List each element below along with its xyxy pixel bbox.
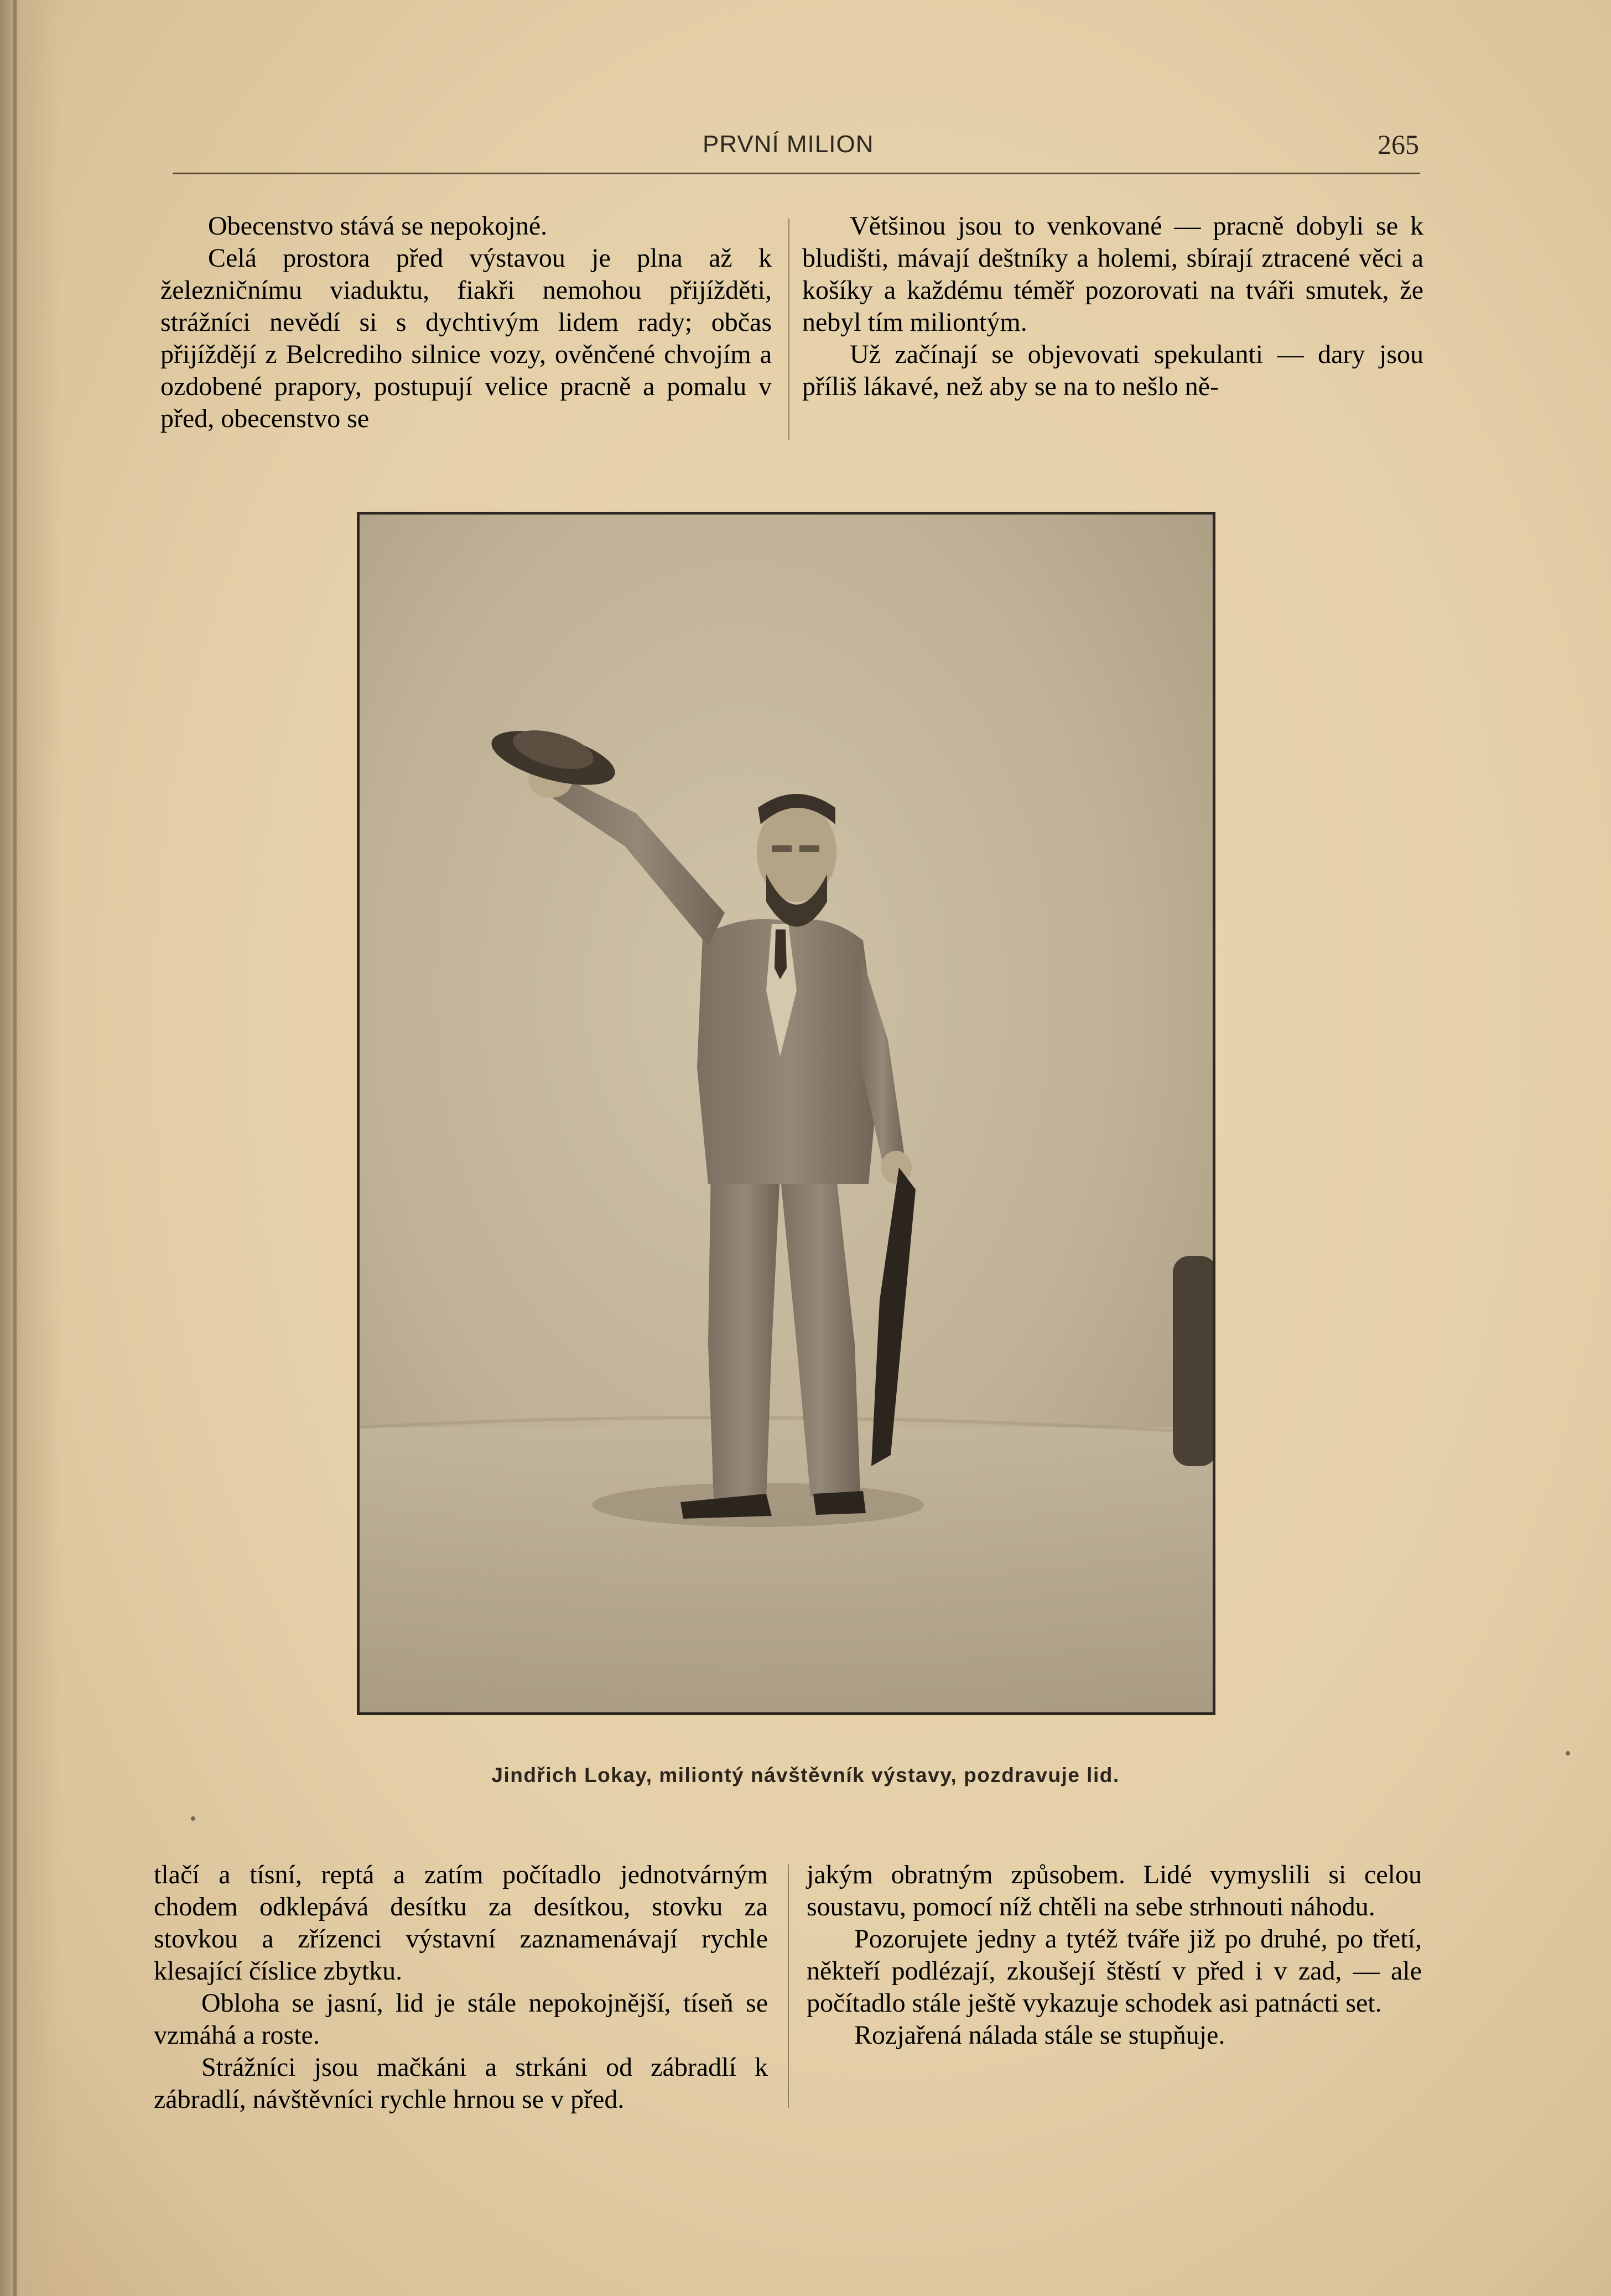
upper-right-column bbox=[802, 210, 1423, 403]
paragraph: jakým obratným způsobem. Lidé vymyslili si celou soustavu, pomocí níž chtěli na sebe strhnouti náhodu. bbox=[807, 1860, 1422, 1921]
lower-right-column bbox=[807, 1859, 1422, 2051]
print-speck bbox=[191, 1816, 195, 1821]
paragraph: Už začínají se objevovati spekulanti — dary jsou příliš lákavé, než aby se na to nešlo ně- bbox=[802, 340, 1423, 401]
paragraph: Pozorujete jedny a tytéž tváře již po druhé, po třetí, někteří podlézají, zkoušejí štěstí v před i v zad, — ale počítadlo stále ještě vykazuje schodek asi patnácti set. bbox=[807, 1924, 1422, 2018]
page-number: 265 bbox=[1378, 129, 1419, 160]
running-title: PRVNÍ MILION bbox=[703, 131, 874, 158]
photo-man-waving-hat bbox=[360, 515, 1213, 1712]
column-divider bbox=[788, 1864, 789, 2108]
header-rule bbox=[173, 173, 1420, 174]
paragraph: Obloha se jasní, lid je stále nepokojnější, tíseň se vzmáhá a roste. bbox=[154, 1988, 768, 2050]
paragraph: Strážníci jsou mačkáni a strkáni od zábradlí k zábradlí, návštěvníci rychle hrnou se v před. bbox=[154, 2053, 768, 2114]
paragraph: tlačí a tísní, reptá a zatím počítadlo jednotvárným chodem odklepává desítku za desítkou, stovku za stovkou a zřízenci výstavní zaznamenávají rychle klesající číslice zbytku. bbox=[154, 1860, 768, 1986]
print-speck bbox=[1566, 1751, 1570, 1755]
upper-left-column bbox=[160, 210, 772, 435]
page-binding-shadow bbox=[0, 0, 61, 2296]
page-binding-edge bbox=[13, 0, 17, 2296]
paragraph: Většinou jsou to venkované — pracně dobyli se k bludišti, mávají deštníky a holemi, sbírají ztracené věci a košíky a každému téměř pozorovati na tváři smutek, že nebyl tím miliontým. bbox=[802, 211, 1423, 337]
lower-left-column bbox=[154, 1859, 768, 2116]
column-divider bbox=[788, 219, 789, 440]
figure-caption: Jindřich Lokay, miliontý návštěvník výstavy, pozdravuje lid. bbox=[491, 1764, 1120, 1786]
paragraph: Rozjařená nálada stále se stupňuje. bbox=[854, 2020, 1225, 2050]
paragraph: Obecenstvo stává se nepokojné. bbox=[208, 211, 548, 241]
photograph bbox=[357, 512, 1215, 1715]
paragraph: Celá prostora před výstavou je plna až k železničnímu viaduktu, fiakři nemohou přijížděti, strážníci nevědí si s dychtivým lidem rady; občas přijíždějí z Belcrediho silnice vozy, ověnčené chvojím a ozdobené prapory, postupují velice pracně a pomalu v před, obecenstvo se bbox=[160, 243, 772, 433]
